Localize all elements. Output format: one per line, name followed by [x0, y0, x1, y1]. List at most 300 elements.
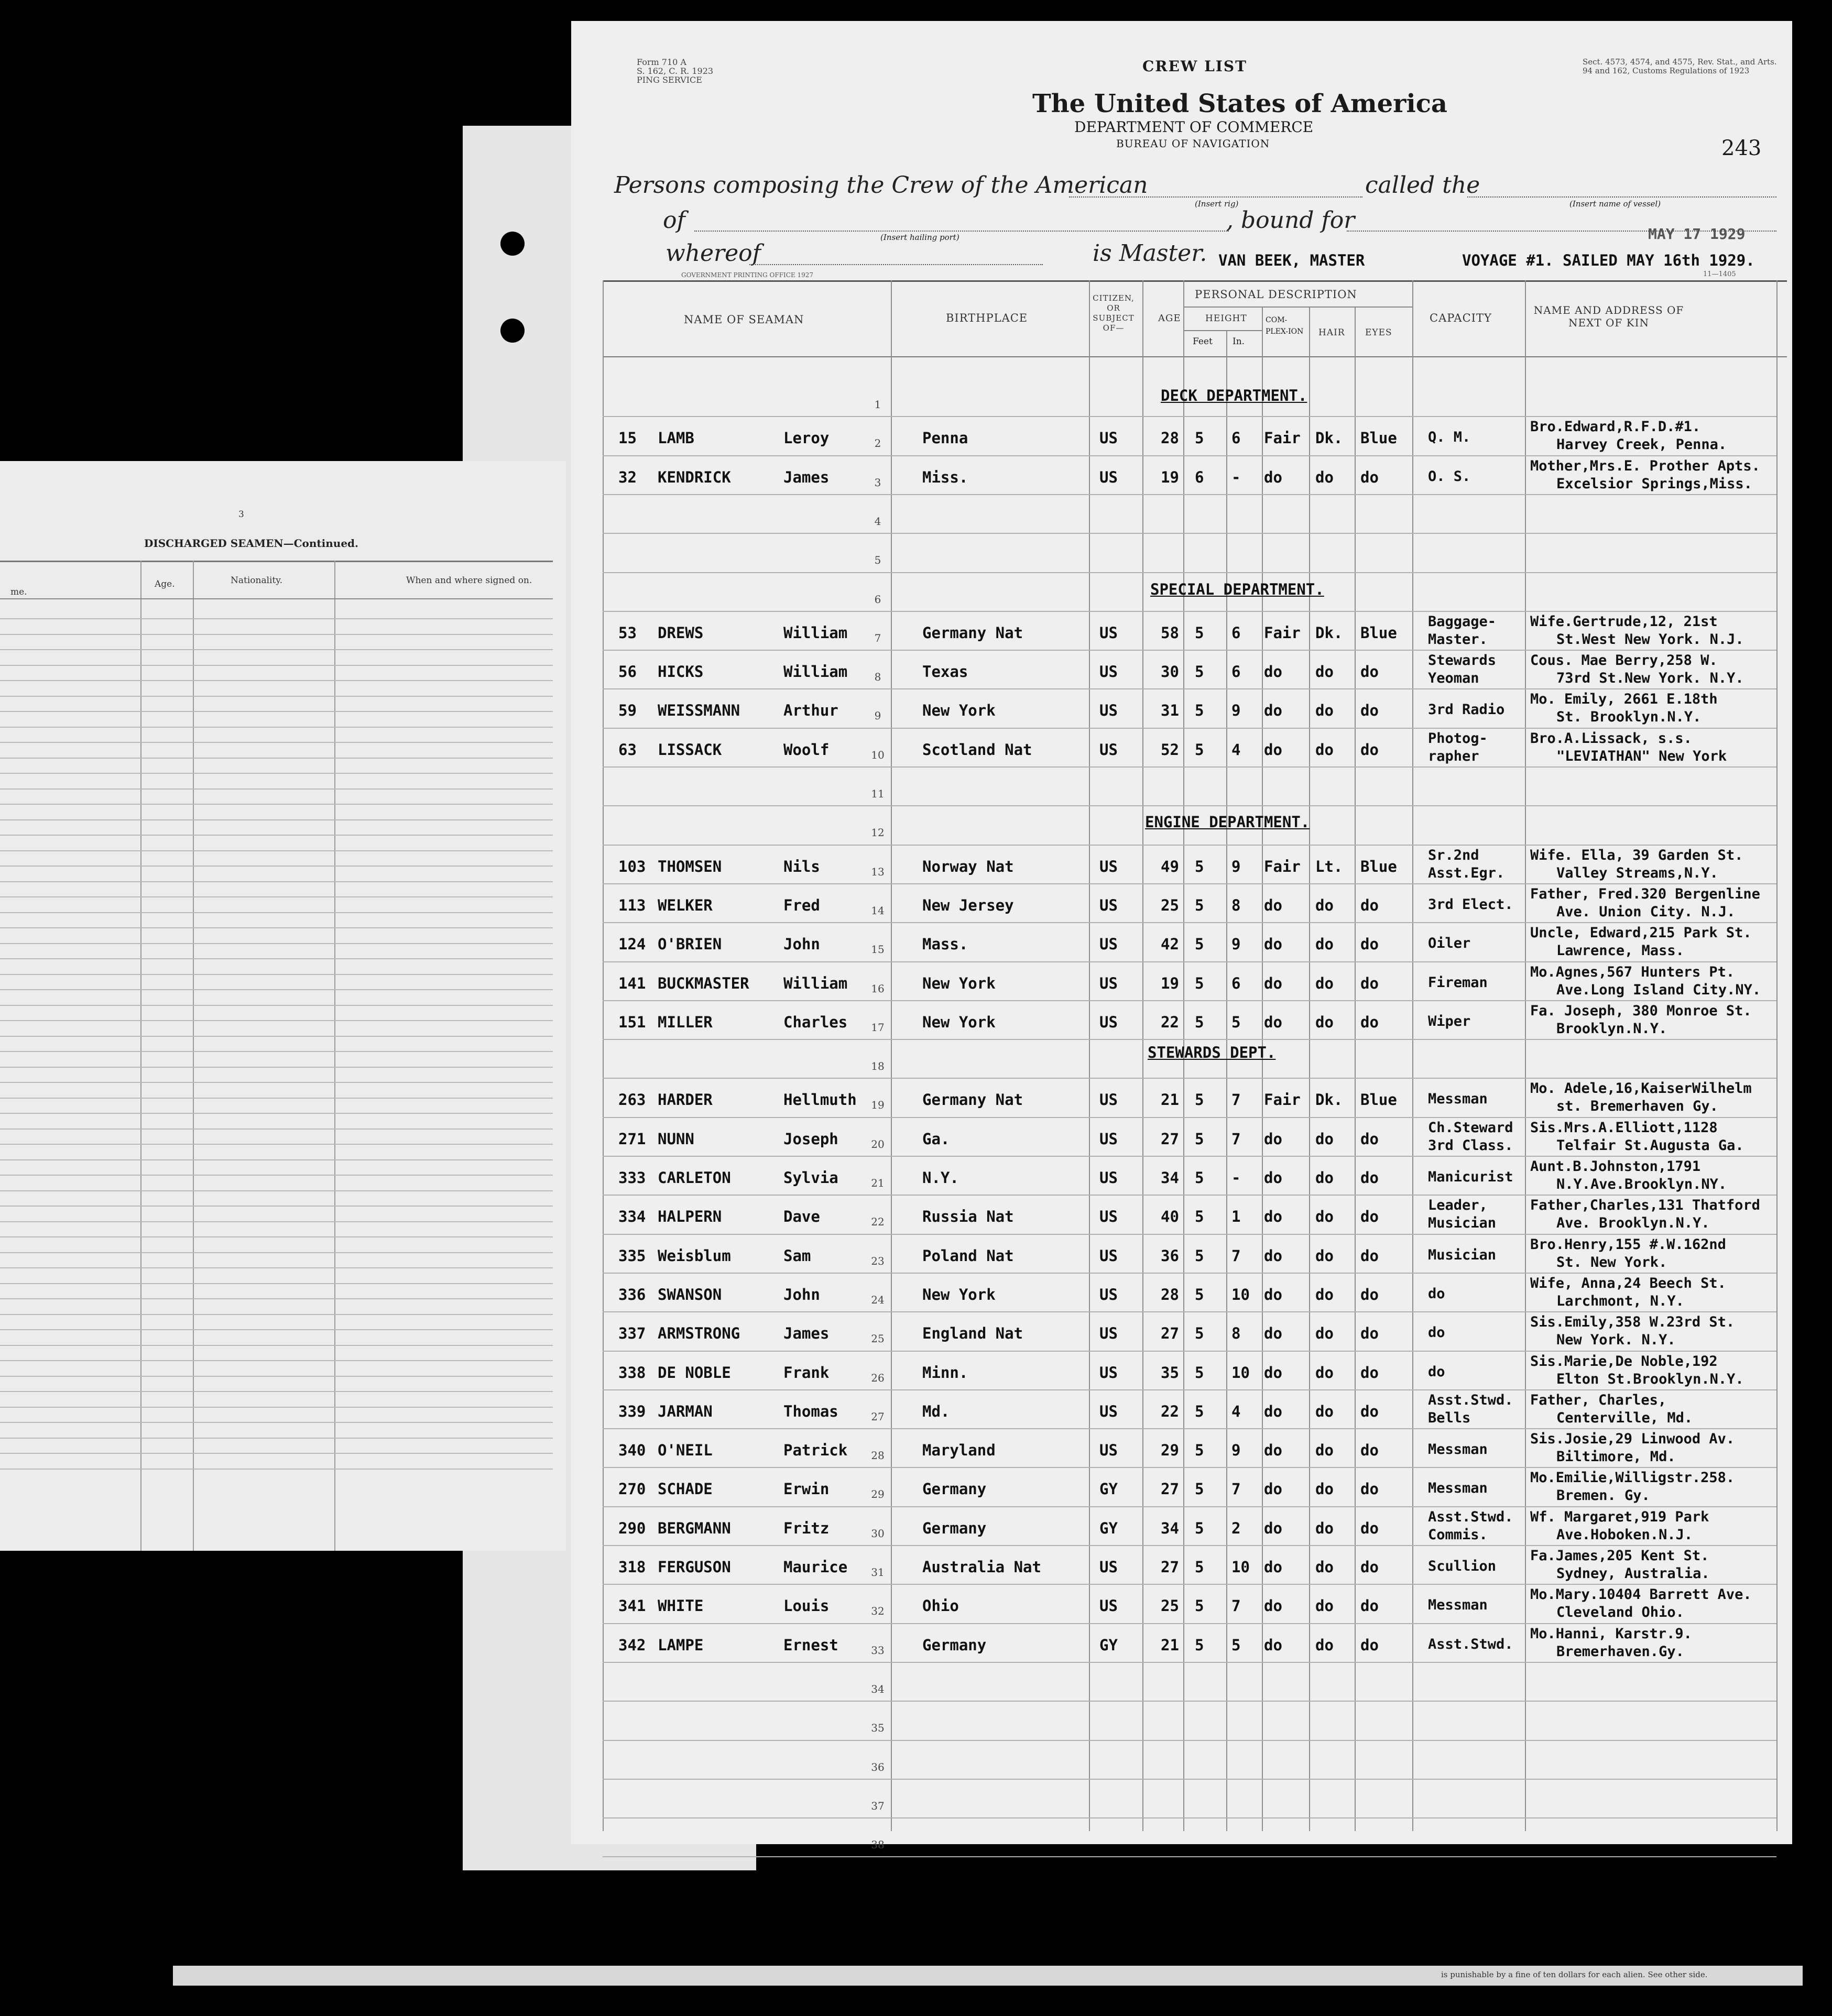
crew-complexion: do: [1264, 1364, 1282, 1382]
crew-hair: do: [1315, 1286, 1334, 1303]
crew-next-of-kin: Sis.Emily,358 W.23rd St.: [1530, 1314, 1735, 1330]
row-number: 17: [871, 1021, 885, 1034]
crew-next-of-kin-line2: Telfair St.Augusta Ga.: [1556, 1137, 1744, 1154]
crew-height-inches: 4: [1231, 741, 1241, 759]
country-heading: The United States of America: [1032, 89, 1448, 118]
crew-citizenship: US: [1099, 741, 1118, 759]
row-rule: [603, 1311, 1776, 1312]
special-department-heading: SPECIAL DEPARTMENT.: [1150, 580, 1324, 598]
row-number: 12: [871, 826, 885, 839]
row-number: 14: [871, 904, 885, 917]
row-number: 38: [871, 1838, 885, 1851]
crew-complexion: do: [1264, 468, 1282, 486]
crew-age: 27: [1161, 1324, 1179, 1342]
crew-given-name: Louis: [783, 1597, 830, 1615]
is-master-label: is Master.: [1093, 240, 1207, 267]
crew-next-of-kin: Mo.Emilie,Willigstr.258.: [1530, 1470, 1735, 1486]
row-rule: [603, 805, 1776, 806]
crew-number: 113: [618, 896, 646, 914]
crew-next-of-kin: Father,Charles,131 Thatford: [1530, 1197, 1760, 1213]
crew-hair: do: [1315, 1247, 1334, 1265]
crew-complexion: do: [1264, 1247, 1282, 1265]
left-ruled-line: [0, 696, 553, 697]
crew-height-inches: 5: [1231, 1013, 1241, 1031]
left-ruled-line: [0, 1438, 553, 1439]
crew-eyes: do: [1360, 1013, 1379, 1031]
row-rule: [603, 416, 1776, 417]
left-ruled-line: [0, 819, 553, 820]
crew-complexion: Fair: [1264, 624, 1301, 642]
crew-height-feet: 5: [1195, 741, 1204, 759]
crew-hair: do: [1315, 1519, 1334, 1537]
crew-next-of-kin: Mother,Mrs.E. Prother Apts.: [1530, 458, 1760, 474]
crew-next-of-kin: Wf. Margaret,919 Park: [1530, 1509, 1709, 1525]
crew-surname: HARDER: [658, 1091, 713, 1109]
crew-height-inches: 10: [1231, 1558, 1250, 1576]
crew-next-of-kin: Fa. Joseph, 380 Monroe St.: [1530, 1003, 1752, 1019]
crew-age: 22: [1161, 1013, 1179, 1031]
crew-number: 151: [618, 1013, 646, 1031]
crew-height-feet: 5: [1195, 1597, 1204, 1615]
crew-eyes: do: [1360, 1519, 1379, 1537]
crew-birthplace: Md.: [922, 1403, 950, 1420]
page-number: 243: [1721, 136, 1762, 160]
crew-complexion: do: [1264, 1169, 1282, 1187]
crew-hair: do: [1315, 741, 1334, 759]
received-date-stamp: MAY 17 1929: [1648, 225, 1746, 243]
left-ruled-line: [0, 943, 553, 944]
crew-birthplace: Germany Nat: [922, 624, 1023, 642]
crew-next-of-kin: Wife.Gertrude,12, 21st: [1530, 613, 1718, 630]
crew-next-of-kin: Sis.Mrs.A.Elliott,1128: [1530, 1120, 1718, 1136]
crew-eyes: do: [1360, 1636, 1379, 1654]
left-ruled-line: [0, 1020, 553, 1021]
crew-height-feet: 6: [1195, 468, 1204, 486]
crew-age: 58: [1161, 624, 1179, 642]
form-service: PING SERVICE: [637, 75, 702, 85]
crew-birthplace: England Nat: [922, 1324, 1023, 1342]
left-ruled-line: [0, 1345, 553, 1346]
crew-next-of-kin: Sis.Marie,De Noble,192: [1530, 1353, 1718, 1369]
crew-height-inches: 9: [1231, 1441, 1241, 1459]
crew-given-name: Arthur: [783, 702, 838, 719]
crew-next-of-kin: Bro.Edward,R.F.D.#1.: [1530, 419, 1701, 435]
of-label: of: [663, 207, 685, 234]
left-ruled-line: [0, 634, 553, 635]
left-ruled-line: [0, 974, 553, 975]
left-page-number: 3: [238, 509, 244, 520]
crew-next-of-kin: Father, Charles,: [1530, 1392, 1667, 1408]
row-rule: [603, 1545, 1776, 1546]
left-ruled-line: [0, 989, 553, 990]
crew-next-of-kin: Sis.Josie,29 Linwood Av.: [1530, 1431, 1735, 1447]
crew-complexion: do: [1264, 1480, 1282, 1498]
crew-capacity-line2: Commis.: [1428, 1527, 1488, 1543]
crew-complexion: do: [1264, 1636, 1282, 1654]
crew-hair: do: [1315, 1364, 1334, 1382]
crew-next-of-kin: Fa.James,205 Kent St.: [1530, 1548, 1709, 1564]
row-number: 1: [874, 398, 881, 411]
row-rule: [603, 1117, 1776, 1118]
crew-capacity: Leader,: [1428, 1197, 1488, 1213]
crew-number: 341: [618, 1597, 646, 1615]
crew-given-name: James: [783, 468, 830, 486]
row-number: 4: [874, 515, 881, 528]
row-number: 34: [871, 1683, 885, 1695]
left-ruled-line: [0, 1391, 553, 1392]
left-ruled-line: [0, 1283, 553, 1284]
crew-next-of-kin: Cous. Mae Berry,258 W.: [1530, 652, 1718, 669]
crew-citizenship: US: [1099, 663, 1118, 681]
crew-given-name: Leroy: [783, 429, 830, 447]
crew-next-of-kin-line2: St. New York.: [1556, 1254, 1667, 1270]
crew-next-of-kin: Mo. Adele,16,KaiserWilhelm: [1530, 1080, 1752, 1097]
crew-next-of-kin: Bro.Henry,155 #.W.162nd: [1530, 1236, 1726, 1253]
crew-height-feet: 5: [1195, 1441, 1204, 1459]
crew-capacity: Manicurist: [1428, 1169, 1513, 1185]
crew-height-inches: 6: [1231, 974, 1241, 992]
crew-next-of-kin-line2: Ave. Union City. N.J.: [1556, 904, 1736, 920]
crew-citizenship: US: [1099, 1403, 1118, 1420]
row-number: 15: [871, 943, 885, 956]
left-ruled-line: [0, 1267, 553, 1268]
crew-hair: do: [1315, 935, 1334, 953]
left-ruled-line: [0, 711, 553, 712]
crew-height-inches: 1: [1231, 1208, 1241, 1225]
row-number: 7: [874, 632, 881, 644]
crew-citizenship: US: [1099, 1597, 1118, 1615]
crew-eyes: do: [1360, 1169, 1379, 1187]
left-ruled-line: [0, 1190, 553, 1191]
crew-height-inches: 7: [1231, 1247, 1241, 1265]
row-number: 11: [871, 787, 885, 800]
crew-height-feet: 5: [1195, 1403, 1204, 1420]
crew-given-name: Sam: [783, 1247, 811, 1265]
crew-capacity: do: [1428, 1324, 1445, 1341]
crew-height-feet: 5: [1195, 1286, 1204, 1303]
row-rule: [603, 922, 1776, 923]
voyage-line: VOYAGE #1. SAILED MAY 16th 1929.: [1462, 251, 1755, 269]
crew-capacity: Messman: [1428, 1480, 1488, 1496]
crew-surname: ARMSTRONG: [658, 1324, 740, 1342]
col-capacity-header: CAPACITY: [1430, 312, 1492, 324]
left-ruled-line: [0, 649, 553, 650]
crew-number: 15: [618, 429, 637, 447]
crew-next-of-kin: Uncle, Edward,215 Park St.: [1530, 925, 1752, 941]
crew-given-name: Frank: [783, 1364, 830, 1382]
crew-surname: BUCKMASTER: [658, 974, 749, 992]
crew-number: 340: [618, 1441, 646, 1459]
crew-capacity: Asst.Stwd.: [1428, 1636, 1513, 1652]
crew-complexion: Fair: [1264, 429, 1301, 447]
crew-surname: WEISSMANN: [658, 702, 740, 719]
crew-given-name: William: [783, 624, 848, 642]
crew-height-feet: 5: [1195, 1364, 1204, 1382]
crew-given-name: Fred: [783, 896, 820, 914]
crew-next-of-kin: Mo.Hanni, Karstr.9.: [1530, 1626, 1692, 1642]
crew-eyes: do: [1360, 468, 1379, 486]
crew-height-feet: 5: [1195, 663, 1204, 681]
crew-given-name: Erwin: [783, 1480, 830, 1498]
col-citizen-header: CITIZEN, OR SUBJECT OF—: [1093, 293, 1135, 333]
crew-hair: Lt.: [1315, 858, 1343, 875]
row-rule: [603, 728, 1776, 729]
crew-capacity-line2: Asst.Egr.: [1428, 865, 1505, 881]
crew-citizenship: US: [1099, 1441, 1118, 1459]
left-ruled-line: [0, 1298, 553, 1299]
insert-port-note: (Insert hailing port): [880, 233, 959, 242]
crew-complexion: do: [1264, 702, 1282, 719]
row-number: 29: [871, 1488, 885, 1500]
row-rule: [603, 611, 1776, 612]
crew-eyes: Blue: [1360, 429, 1397, 447]
crew-birthplace: Australia Nat: [922, 1558, 1041, 1576]
crew-capacity: Messman: [1428, 1597, 1488, 1613]
left-ruled-line: [0, 1407, 553, 1408]
crew-next-of-kin-line2: Valley Streams,N.Y.: [1556, 865, 1718, 881]
master-name: VAN BEEK, MASTER: [1218, 251, 1365, 269]
crew-height-inches: 9: [1231, 935, 1241, 953]
bottom-page-edge: [173, 1966, 1803, 1986]
crew-given-name: Hellmuth: [783, 1091, 857, 1109]
crew-number: 56: [618, 663, 637, 681]
crew-given-name: William: [783, 974, 848, 992]
crew-hair: do: [1315, 896, 1334, 914]
left-ruled-line: [0, 727, 553, 728]
crew-next-of-kin-line2: Lawrence, Mass.: [1556, 943, 1684, 959]
crew-hair: do: [1315, 1130, 1334, 1148]
crew-birthplace: Mass.: [922, 935, 968, 953]
crew-hair: do: [1315, 663, 1334, 681]
crew-given-name: Ernest: [783, 1636, 838, 1654]
crew-given-name: Woolf: [783, 741, 830, 759]
crew-citizenship: US: [1099, 1324, 1118, 1342]
crew-height-feet: 5: [1195, 624, 1204, 642]
crew-capacity: Asst.Stwd.: [1428, 1392, 1513, 1408]
crew-number: 342: [618, 1636, 646, 1654]
row-rule: [603, 650, 1776, 651]
crew-citizenship: US: [1099, 429, 1118, 447]
crew-number: 290: [618, 1519, 646, 1537]
row-rule: [603, 1078, 1776, 1079]
crew-hair: do: [1315, 1013, 1334, 1031]
crew-surname: CARLETON: [658, 1169, 731, 1187]
left-ruled-line: [0, 1469, 553, 1470]
crew-height-inches: -: [1231, 1169, 1241, 1187]
row-number: 23: [871, 1255, 885, 1267]
crew-age: 34: [1161, 1519, 1179, 1537]
crew-height-feet: 5: [1195, 896, 1204, 914]
left-ruled-line: [0, 680, 553, 681]
row-number: 35: [871, 1722, 885, 1734]
crew-surname: LAMPE: [658, 1636, 704, 1654]
department-heading: DEPARTMENT OF COMMERCE: [1074, 118, 1314, 136]
row-rule: [603, 1351, 1776, 1352]
left-ruled-line: [0, 1422, 553, 1423]
col-nationality-header-left: Nationality.: [231, 575, 283, 586]
crew-next-of-kin-line2: Ave.Long Island City.NY.: [1556, 982, 1761, 998]
crew-number: 270: [618, 1480, 646, 1498]
crew-capacity: Photog-: [1428, 730, 1488, 747]
form-code: 11—1405: [1703, 270, 1736, 278]
row-rule: [603, 455, 1776, 456]
crew-capacity: O. S.: [1428, 468, 1471, 485]
left-ruled-line: [0, 1175, 553, 1176]
statute-reference: Sect. 4573, 4574, and 4575, Rev. Stat., and Arts. 94 and 162, Customs Regulations of 1923: [1583, 57, 1777, 75]
left-ruled-line: [0, 773, 553, 774]
crew-capacity-line2: Musician: [1428, 1215, 1497, 1231]
crew-capacity-line2: 3rd Class.: [1428, 1137, 1513, 1154]
left-ruled-line: [0, 1252, 553, 1253]
whereof-label: whereof: [666, 240, 761, 267]
called-the-label: called the: [1365, 172, 1480, 199]
crew-eyes: do: [1360, 896, 1379, 914]
crew-number: 141: [618, 974, 646, 992]
row-rule: [603, 572, 1776, 573]
crew-citizenship: US: [1099, 974, 1118, 992]
crew-height-inches: 7: [1231, 1130, 1241, 1148]
crew-citizenship: US: [1099, 1247, 1118, 1265]
row-number: 3: [874, 476, 881, 489]
crew-next-of-kin-line2: Bremerhaven.Gy.: [1556, 1644, 1684, 1660]
crew-height-inches: 10: [1231, 1286, 1250, 1303]
crew-birthplace: New York: [922, 1286, 996, 1303]
stewards-department-heading: STEWARDS DEPT.: [1148, 1044, 1276, 1061]
insert-rig-note: (Insert rig): [1195, 199, 1239, 209]
crew-birthplace: New York: [922, 1013, 996, 1031]
crew-hair: do: [1315, 1403, 1334, 1420]
row-number: 9: [874, 709, 881, 722]
crew-number: 32: [618, 468, 637, 486]
footer-note: is punishable by a fine of ten dollars for each alien. See other side.: [1441, 1970, 1708, 1979]
crew-citizenship: US: [1099, 1286, 1118, 1303]
crew-birthplace: N.Y.: [922, 1169, 959, 1187]
crew-eyes: do: [1360, 1480, 1379, 1498]
printing-office: GOVERNMENT PRINTING OFFICE 1927: [681, 271, 814, 279]
crew-eyes: do: [1360, 1247, 1379, 1265]
crew-next-of-kin-line2: Elton St.Brooklyn.N.Y.: [1556, 1371, 1744, 1387]
crew-hair: do: [1315, 1441, 1334, 1459]
crew-next-of-kin: Mo. Emily, 2661 E.18th: [1530, 691, 1718, 707]
left-ruled-line: [0, 896, 553, 897]
crew-eyes: do: [1360, 935, 1379, 953]
crew-age: 40: [1161, 1208, 1179, 1225]
row-number: 31: [871, 1566, 885, 1579]
crew-number: 338: [618, 1364, 646, 1382]
row-number: 8: [874, 671, 881, 683]
row-number: 26: [871, 1372, 885, 1384]
crew-next-of-kin-line2: Ave.Hoboken.N.J.: [1556, 1527, 1693, 1543]
row-rule: [603, 1740, 1776, 1741]
left-ruled-line: [0, 1236, 553, 1237]
bound-for-label: , bound for: [1226, 207, 1355, 234]
crew-surname: WHITE: [658, 1597, 704, 1615]
crew-next-of-kin-line2: Harvey Creek, Penna.: [1556, 436, 1727, 453]
row-rule: [603, 1779, 1776, 1780]
crew-hair: do: [1315, 1636, 1334, 1654]
crew-surname: O'NEIL: [658, 1441, 713, 1459]
crew-surname: SWANSON: [658, 1286, 722, 1303]
col-inches-header: In.: [1233, 336, 1245, 347]
binder-hole: [500, 319, 525, 343]
crew-eyes: do: [1360, 1208, 1379, 1225]
row-number: 16: [871, 982, 885, 995]
col-signed-header-left: When and where signed on.: [406, 575, 532, 586]
crew-given-name: Maurice: [783, 1558, 848, 1576]
crew-capacity-line2: Yeoman: [1428, 670, 1479, 686]
row-rule: [603, 1000, 1776, 1001]
col-personal-header: PERSONAL DESCRIPTION: [1195, 288, 1357, 301]
crew-capacity: Q. M.: [1428, 429, 1471, 445]
crew-given-name: John: [783, 1286, 820, 1303]
crew-complexion: do: [1264, 974, 1282, 992]
crew-age: 25: [1161, 896, 1179, 914]
crew-height-feet: 5: [1195, 1169, 1204, 1187]
crew-next-of-kin: Wife. Ella, 39 Garden St.: [1530, 847, 1743, 863]
form-title: CREW LIST: [1142, 58, 1247, 75]
crew-given-name: Charles: [783, 1013, 848, 1031]
crew-height-feet: 5: [1195, 702, 1204, 719]
crew-height-feet: 5: [1195, 429, 1204, 447]
crew-eyes: do: [1360, 1130, 1379, 1148]
binder-hole: [500, 232, 525, 256]
crew-next-of-kin-line2: Sydney, Australia.: [1556, 1565, 1710, 1582]
crew-height-inches: 8: [1231, 1324, 1241, 1342]
crew-given-name: Fritz: [783, 1519, 830, 1537]
crew-birthplace: Germany: [922, 1636, 987, 1654]
crew-next-of-kin-line2: Bremen. Gy.: [1556, 1487, 1650, 1504]
crew-capacity: Ch.Steward: [1428, 1120, 1513, 1136]
crew-next-of-kin-line2: Ave. Brooklyn.N.Y.: [1556, 1215, 1710, 1231]
crew-complexion: do: [1264, 741, 1282, 759]
crew-surname: THOMSEN: [658, 858, 722, 875]
crew-surname: JARMAN: [658, 1403, 713, 1420]
crew-next-of-kin-line2: Cleveland Ohio.: [1556, 1604, 1684, 1620]
crew-height-feet: 5: [1195, 1247, 1204, 1265]
left-ruled-line: [0, 927, 553, 928]
row-number: 32: [871, 1605, 885, 1617]
crew-given-name: Joseph: [783, 1130, 838, 1148]
crew-surname: KENDRICK: [658, 468, 731, 486]
crew-citizenship: US: [1099, 1558, 1118, 1576]
form-number: Form 710 A: [637, 57, 686, 67]
form-ref: S. 162, C. R. 1923: [637, 66, 714, 76]
crew-citizenship: US: [1099, 1364, 1118, 1382]
crew-citizenship: US: [1099, 1169, 1118, 1187]
row-rule: [603, 688, 1776, 689]
crew-height-inches: 8: [1231, 896, 1241, 914]
col-complexion-header: COM-PLEX-ION: [1266, 316, 1304, 336]
left-ruled-line: [0, 1113, 553, 1114]
crew-complexion: do: [1264, 1130, 1282, 1148]
row-number: 10: [871, 749, 885, 761]
crew-number: 318: [618, 1558, 646, 1576]
crew-height-inches: 6: [1231, 624, 1241, 642]
crew-height-feet: 5: [1195, 974, 1204, 992]
crew-complexion: do: [1264, 1441, 1282, 1459]
left-ruled-line: [0, 1067, 553, 1068]
crew-height-feet: 5: [1195, 1519, 1204, 1537]
crew-next-of-kin: Wife, Anna,24 Beech St.: [1530, 1275, 1726, 1291]
crew-height-inches: 9: [1231, 702, 1241, 719]
row-rule: [603, 1234, 1776, 1235]
crew-citizenship: US: [1099, 1013, 1118, 1031]
row-rule: [603, 1506, 1776, 1507]
crew-given-name: William: [783, 663, 848, 681]
crew-age: 42: [1161, 935, 1179, 953]
col-eyes-header: EYES: [1365, 327, 1392, 338]
row-number: 13: [871, 865, 885, 878]
